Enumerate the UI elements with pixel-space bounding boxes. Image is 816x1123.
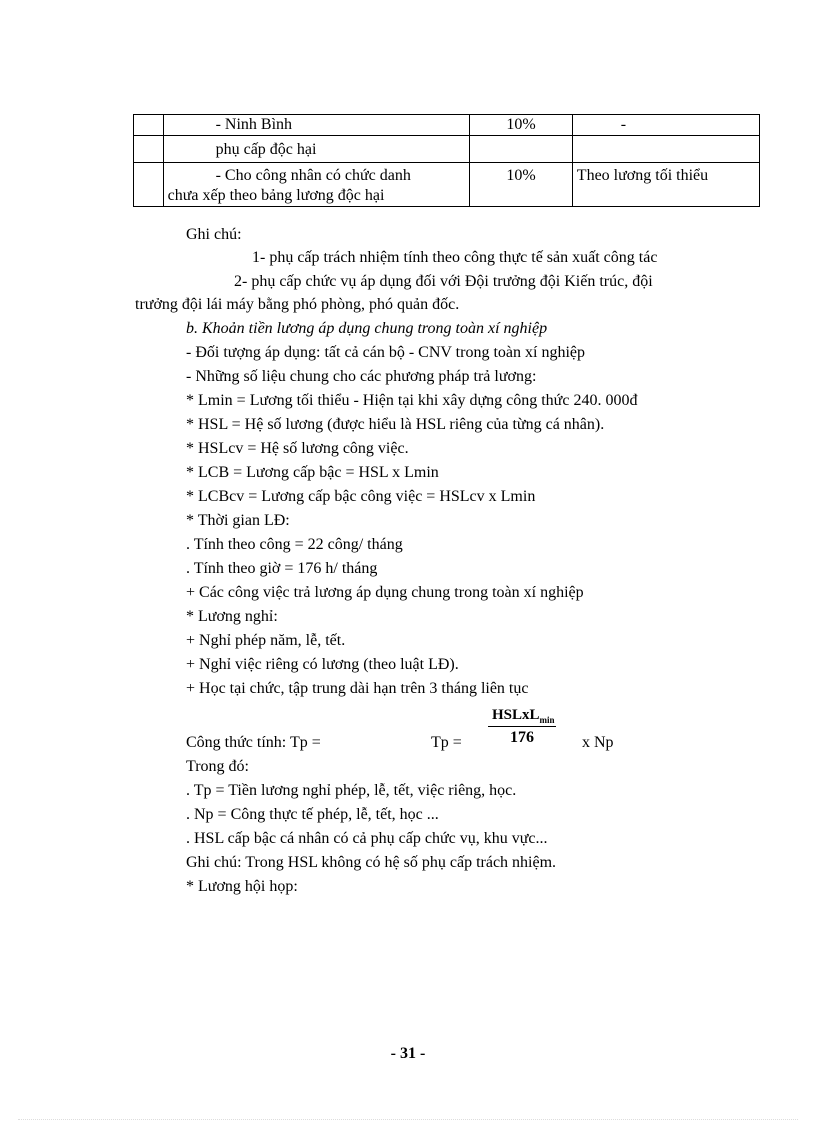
note-1: 1- phụ cấp trách nhiệm tính theo công thực tế sản xuất công tác	[252, 249, 658, 266]
table-cell	[134, 136, 164, 163]
table-cell	[134, 163, 164, 207]
text-line: . HSL cấp bậc cá nhân có cả phụ cấp chức vụ, khu vực...	[186, 830, 548, 847]
table-cell	[470, 136, 573, 163]
page-divider	[18, 1119, 798, 1120]
formula-tail: x Np	[582, 734, 614, 751]
table-row	[134, 115, 760, 136]
table-cell	[134, 115, 164, 136]
text-line: + Nghỉ phép năm, lễ, tết.	[186, 632, 346, 649]
note-2-line-1: 2- phụ cấp chức vụ áp dụng đối với Đội trưởng đội Kiến trúc, đội	[234, 273, 653, 290]
note-2-line-2: trưởng đội lái máy bằng phó phòng, phó quản đốc.	[135, 296, 460, 313]
formula-denominator: 176	[510, 729, 534, 746]
text-line: * LCB = Lương cấp bậc = HSL x Lmin	[186, 464, 439, 481]
text-line: * HSLcv = Hệ số lương công việc.	[186, 440, 409, 457]
text-line: - Những số liệu chung cho các phương pháp trả lương:	[186, 368, 537, 385]
table-cell: Theo lương tối thiểu	[572, 163, 759, 207]
table-cell: 10%	[470, 115, 573, 136]
text-line: + Các công việc trả lương áp dụng chung trong toàn xí nghiệp	[186, 584, 584, 601]
text-line: . Np = Công thực tế phép, lễ, tết, học ...	[186, 806, 439, 823]
cell-line: chưa xếp theo bảng lương độc hại	[167, 187, 385, 204]
section-b-heading: b. Khoản tiền lương áp dụng chung trong toàn xí nghiệp	[186, 320, 548, 337]
formula-numerator: HSLxL$_{min}$	[492, 707, 555, 725]
notes-title: Ghi chú:	[186, 226, 242, 243]
table-cell: -	[572, 115, 759, 136]
table-cell: phụ cấp độc hại	[163, 136, 470, 163]
text-line: . Tp = Tiền lương nghỉ phép, lễ, tết, việc riêng, học.	[186, 782, 517, 799]
table-row	[134, 136, 760, 163]
text-line: * Lmin = Lương tối thiểu - Hiện tại khi xây dựng công thức 240. 000đ	[186, 392, 638, 409]
table-cell: - Ninh Bình	[163, 115, 470, 136]
text-line: Ghi chú: Trong HSL không có hệ số phụ cấp trách nhiệm.	[186, 854, 557, 871]
text-line: * Lương nghỉ:	[186, 608, 278, 625]
table-cell: 10%	[470, 163, 573, 207]
table-cell	[163, 163, 470, 207]
text-line: . Tính theo giờ = 176 h/ tháng	[186, 560, 378, 577]
text-line: + Học tại chức, tập trung dài hạn trên 3 tháng liên tục	[186, 680, 529, 697]
table-row	[134, 163, 760, 207]
text-line: Trong đó:	[186, 758, 249, 775]
formula-lhs: Tp =	[431, 734, 462, 751]
fraction-bar	[488, 726, 556, 727]
text-line: * Lương hội họp:	[186, 878, 298, 895]
formula-label: Công thức tính: Tp =	[186, 734, 321, 751]
text-line: * LCBcv = Lương cấp bậc công việc = HSLcv x Lmin	[186, 488, 536, 505]
text-line: * HSL = Hệ số lương (được hiểu là HSL riêng của từng cá nhân).	[186, 416, 605, 433]
text-line: * Thời gian LĐ:	[186, 512, 290, 529]
page-number: - 31 -	[390, 1045, 426, 1062]
text-line: . Tính theo công = 22 công/ tháng	[186, 536, 403, 553]
text-line: - Đối tượng áp dụng: tất cả cán bộ - CNV trong toàn xí nghiệp	[186, 344, 585, 361]
table-cell	[572, 136, 759, 163]
cell-line: - Cho công nhân có chức danh	[215, 167, 411, 184]
allowance-table	[133, 114, 760, 207]
text-line: + Nghỉ việc riêng có lương (theo luật LĐ).	[186, 656, 459, 673]
